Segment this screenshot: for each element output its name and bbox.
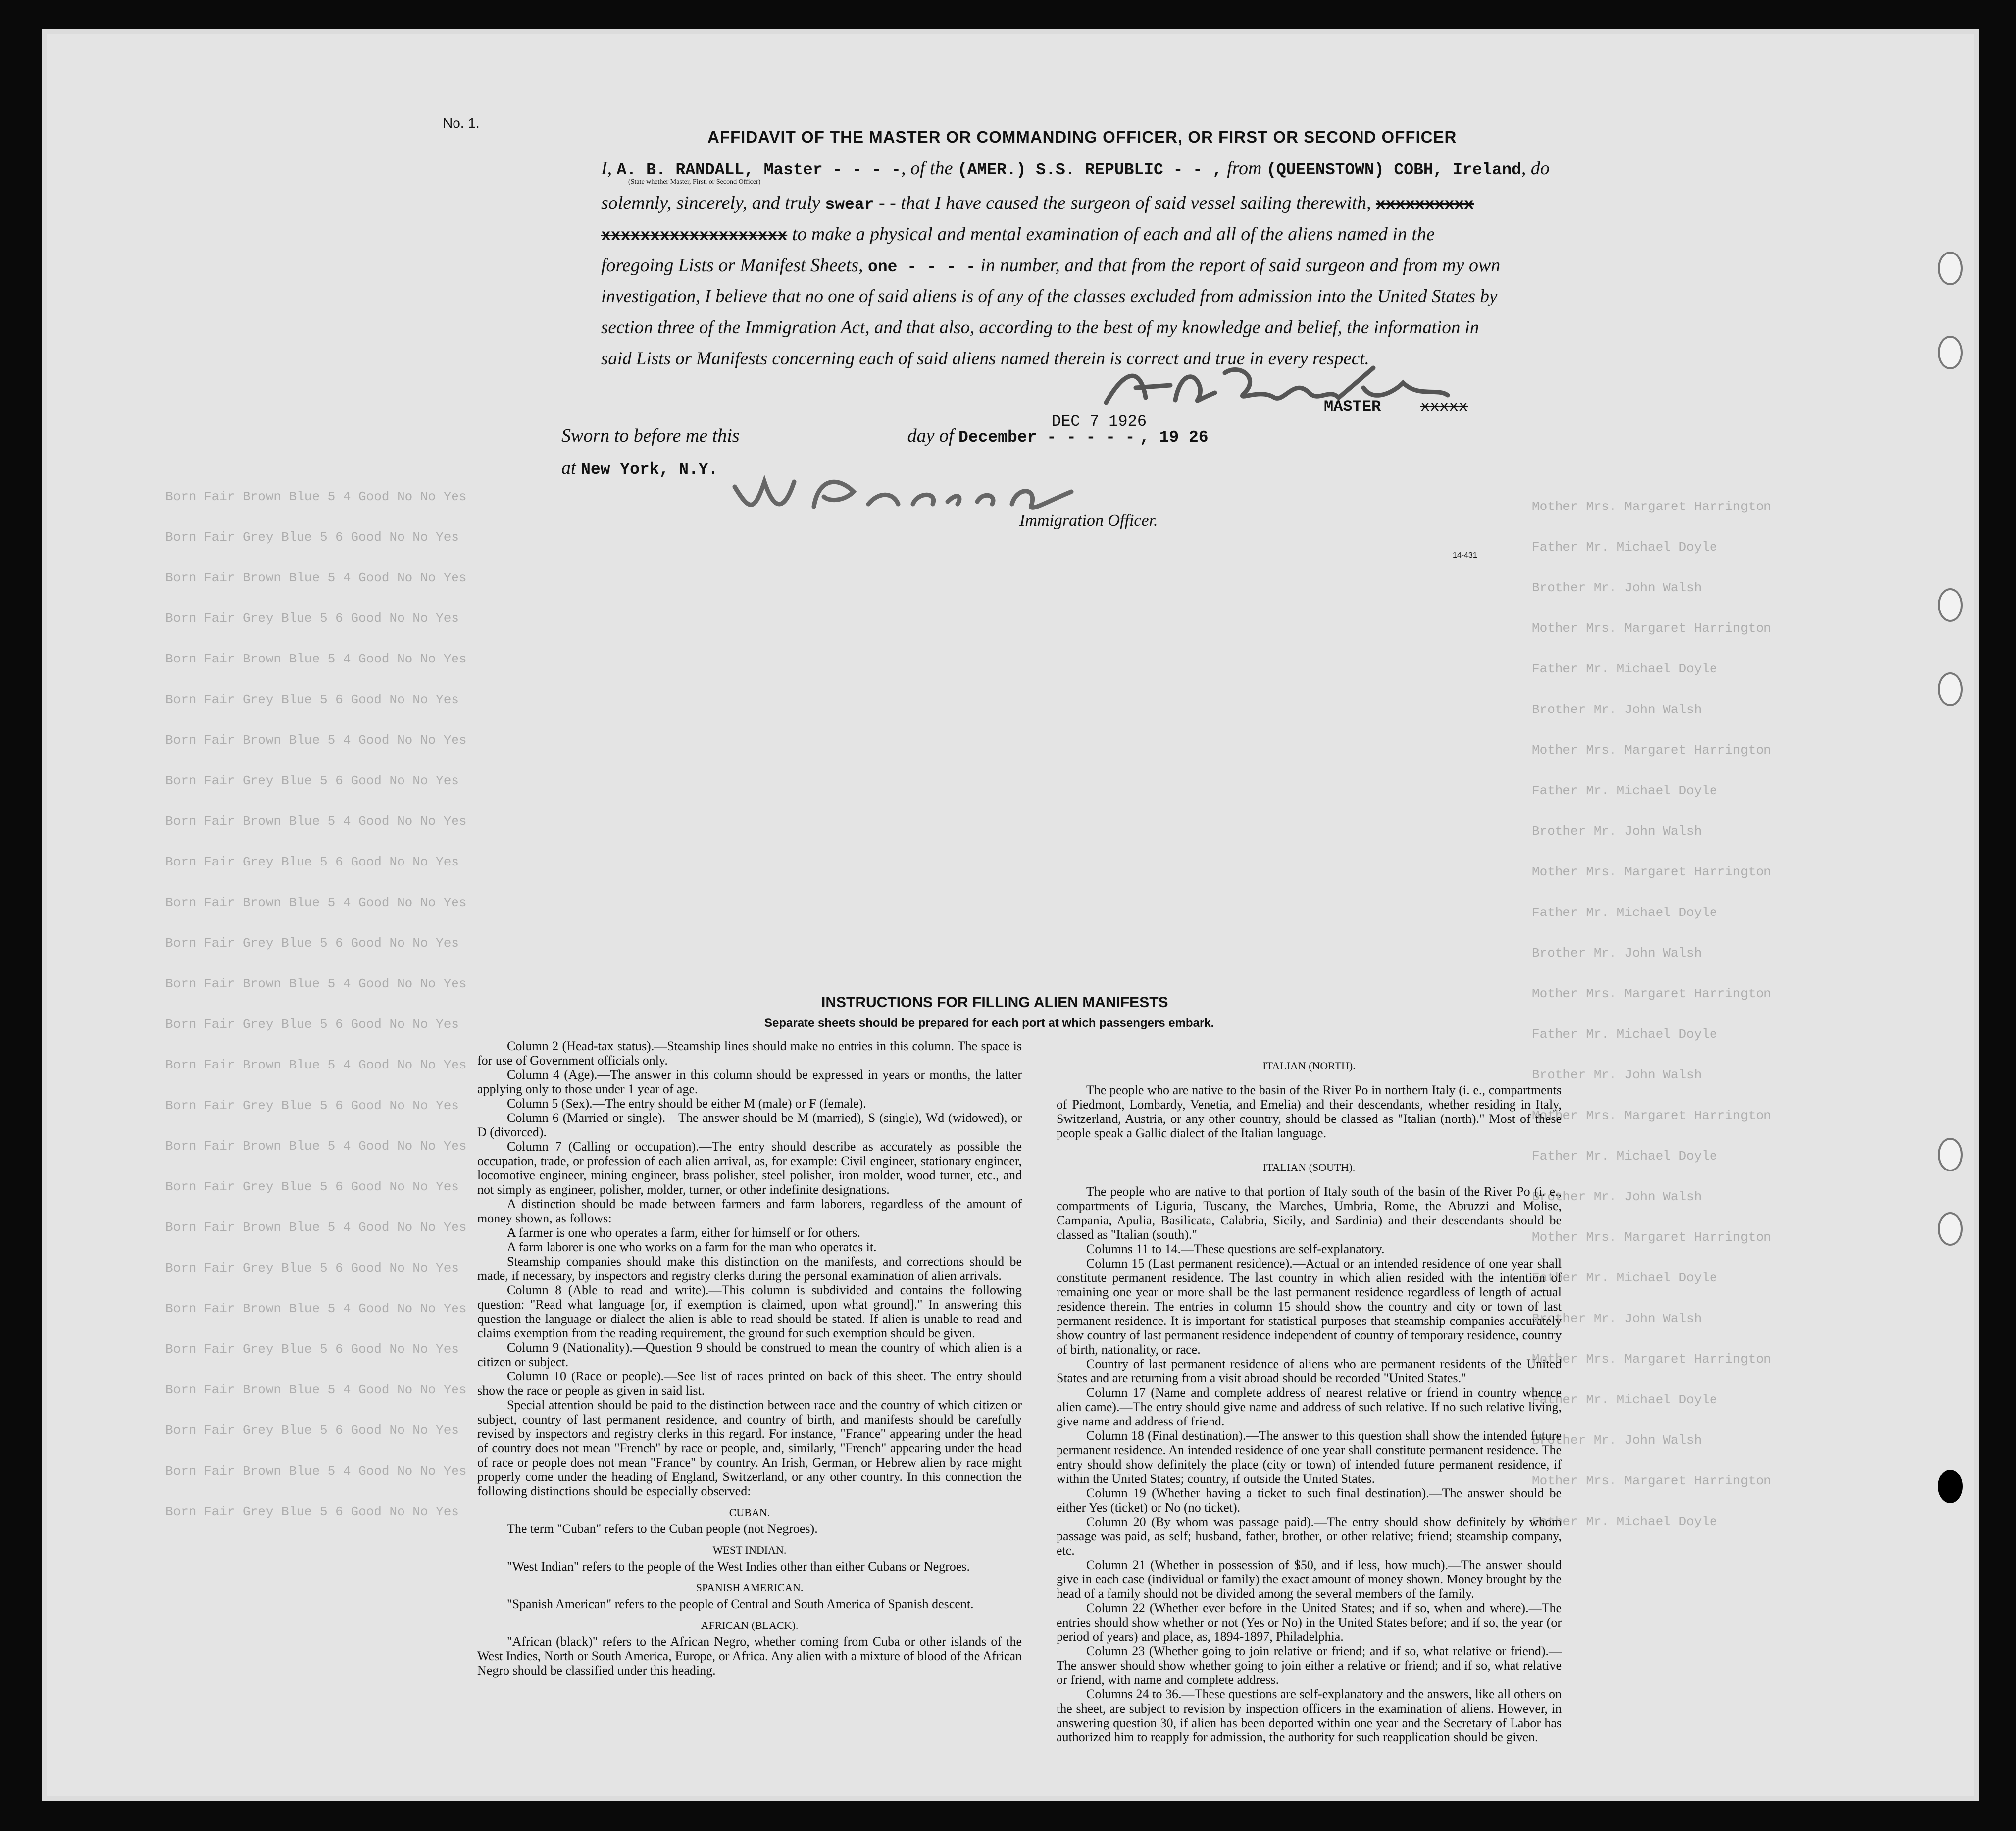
binder-hole <box>1938 1138 1963 1171</box>
ship-name: (AMER.) S.S. REPUBLIC - - , <box>957 161 1222 179</box>
bleed-row-right: Mother Mrs. Margaret Harrington <box>1532 1108 1771 1123</box>
bleed-row-left: Born Fair Grey Blue 5 6 Good No No Yes <box>165 692 459 707</box>
sworn-place: New York, N.Y. <box>581 460 718 479</box>
heading-cuban: CUBAN. <box>729 1506 770 1519</box>
instruction-paragraph-right-11: Columns 24 to 36.—These questions are self-explanatory and the answers, like all others on the sheet, are subject to revision by inspection officers in the examination of aliens. However, in answering question 30, if alien has been deported within one year and the Secretary of Labor has authorized him to reapply for admission, the authority for such reapplication should be given. <box>1057 1687 1562 1744</box>
paragraph-spanish-american: "Spanish American" refers to the people of Central and South America of Spanish descent. <box>507 1597 974 1611</box>
sworn-line <box>561 425 1209 447</box>
instruction-paragraph-left-9: Column 8 (Able to read and write).—This column is subdivided and contains the following question: "Read what language [or, if exemption is claimed, upon what ground]." In answering this question the language or dialect the alien is able to read should be stated. If alien is unable to read and claims exemption from the reading requirement, the ground for such exemption should be given. <box>477 1283 1022 1340</box>
corner-number: No. 1. <box>443 115 480 131</box>
bleed-row-left: Born Fair Brown Blue 5 4 Good No No Yes <box>165 733 467 748</box>
bleed-row-right: Mother Mrs. Margaret Harrington <box>1532 621 1771 636</box>
sworn-month: December - - - - - <box>958 428 1135 447</box>
affidavit-line-7: said Lists or Manifests concerning each of said aliens named therein is correct and true in every respect. <box>601 349 1369 369</box>
bleed-row-right: Mother Mrs. Margaret Harrington <box>1532 1352 1771 1367</box>
heading-italian-south: ITALIAN (SOUTH). <box>1262 1161 1356 1173</box>
officer-title: Immigration Officer. <box>1019 511 1158 530</box>
bleed-row-left: Born Fair Brown Blue 5 4 Good No No Yes <box>165 1464 467 1478</box>
rank-label: MASTER <box>1324 398 1381 416</box>
alien-count: one - - - - <box>868 258 976 276</box>
binder-hole <box>1938 588 1963 622</box>
bleed-row-right: Father Mr. Michael Doyle <box>1532 783 1717 798</box>
bleed-row-left: Born Fair Grey Blue 5 6 Good No No Yes <box>165 1423 459 1438</box>
bleed-row-right: Father Mr. Michael Doyle <box>1532 1271 1717 1285</box>
bleed-row-right: Mother Mrs. Margaret Harrington <box>1532 1474 1771 1488</box>
bleed-row-right: Brother Mr. John Walsh <box>1532 946 1702 961</box>
departure-port: (QUEENSTOWN) COBH, Ireland <box>1266 161 1521 179</box>
instruction-paragraph-left-10: Column 9 (Nationality).—Question 9 should be construed to mean the country of which alien is a citizen or subject. <box>477 1340 1022 1369</box>
instruction-paragraph-left-7: A farm laborer is one who works on a farm for the man who operates it. <box>507 1240 877 1254</box>
text: solemnly, sincerely, and truly <box>601 193 820 213</box>
bleed-row-left: Born Fair Grey Blue 5 6 Good No No Yes <box>165 611 459 626</box>
bleed-row-left: Born Fair Brown Blue 5 4 Good No No Yes <box>165 1139 467 1154</box>
binder-hole <box>1938 672 1963 706</box>
bleed-row-left: Born Fair Grey Blue 5 6 Good No No Yes <box>165 530 459 545</box>
text: to make a physical and mental examination of each and all of the aliens named in the <box>792 224 1435 245</box>
bleed-row-left: Born Fair Brown Blue 5 4 Good No No Yes <box>165 489 467 504</box>
bleed-row-right: Brother Mr. John Walsh <box>1532 1068 1702 1082</box>
bleed-row-right: Father Mr. Michael Doyle <box>1532 1149 1717 1164</box>
bleed-row-left: Born Fair Grey Blue 5 6 Good No No Yes <box>165 1504 459 1519</box>
affidavit-line-4 <box>601 254 1500 276</box>
bleed-row-left: Born Fair Brown Blue 5 4 Good No No Yes <box>165 652 467 666</box>
bleed-row-left: Born Fair Grey Blue 5 6 Good No No Yes <box>165 1261 459 1275</box>
bleed-row-left: Born Fair Brown Blue 5 4 Good No No Yes <box>165 895 467 910</box>
instruction-paragraph-right-6: Column 19 (Whether having a ticket to such final destination).—The answer should be either Yes (ticket) or No (no ticket). <box>1057 1486 1562 1515</box>
bleed-row-right: Mother Mrs. Margaret Harrington <box>1532 865 1771 879</box>
bleed-row-left: Born Fair Grey Blue 5 6 Good No No Yes <box>165 1342 459 1357</box>
bleed-row-left: Born Fair Brown Blue 5 4 Good No No Yes <box>165 1220 467 1235</box>
bleed-row-right: Brother Mr. John Walsh <box>1532 580 1702 595</box>
text: day of <box>907 425 954 446</box>
affidavit-line-3 <box>601 223 1435 245</box>
page-surface <box>47 34 1974 1796</box>
sworn-year: , 19 26 <box>1139 428 1209 447</box>
affidavit-line-6: section three of the Immigration Act, and that also, according to the best of my knowledge and belief, the information in <box>601 317 1479 338</box>
instruction-paragraph-left-4: Column 7 (Calling or occupation).—The entry should describe as accurately as possible the occupation, trade, or profession of each alien arrival, as, for example: Civil engineer, stationary engineer, locomotive engineer, mining engineer, brass polisher, steel polisher, iron molder, wood turner, etc., and not simply as engineer, polisher, molder, turner, or other indefinite designations. <box>477 1139 1022 1197</box>
instruction-paragraph-right-2: Column 15 (Last permanent residence).—Actual or an intended residence of one year shall constitute permanent residence. The last country in which alien resided with the intention of remaining one year or more shall be the last permanent residence regardless of length of actual residence therein. The entries in column 15 should show the country and city or town of last permanent residence. It is important for statistical purposes that steamship companies accurately show country of last permanent residence independent of country of temporary residence, country of birth, nationality, or race. <box>1057 1256 1562 1357</box>
rank-struck: xxxxx <box>1420 398 1468 416</box>
instructions-left-column <box>477 1039 1022 1678</box>
instruction-paragraph-right-10: Column 23 (Whether going to join relative or friend; and if so, what relative or friend).—The answer should show whether going to join either a relative or friend; and if so, what relative or friend, with name and complete address. <box>1057 1644 1562 1687</box>
heading-italian-north: ITALIAN (NORTH). <box>1262 1060 1356 1072</box>
instruction-paragraph-right-0: The people who are native to that portion of Italy south of the basin of the River Po (i. e., compartments of Liguria, Tuscany, the Marches, Umbria, Rome, the Abruzzi and Molise, Campania, Apulia, Basilicata, Calabria, Sicily, and Sardinia) and their descendants should be classed as "Italian (south)." <box>1057 1184 1562 1242</box>
paragraph-african: "African (black)" refers to the African Negro, whether coming from Cuba or other islands of the West Indies, North or South America, Europe, or Africa. Any alien with a mixture of blood of the African Negro should be classified under this heading. <box>477 1634 1022 1678</box>
instruction-paragraph-right-5: Column 18 (Final destination).—The answer to this question shall show the intended future permanent residence. An intended residence of one year shall constitute permanent residence. The entry should show definitely the place (city or town) of intended future permanent residence, if within the United States; country, if outside the United States. <box>1057 1428 1562 1486</box>
instruction-paragraph-right-7: Column 20 (By whom was passage paid).—The entry should show definitely by whom passage was paid, as self; husband, father, brother, or other relative; friend; steamship company, etc. <box>1057 1515 1562 1558</box>
bleed-row-right: Father Mr. Michael Doyle <box>1532 540 1717 555</box>
text: I, <box>601 158 612 179</box>
affidavit-line-1 <box>601 157 1550 179</box>
instructions-title: INSTRUCTIONS FOR FILLING ALIEN MANIFESTS <box>821 994 1168 1011</box>
affidavit-line-2 <box>601 192 1474 214</box>
bleed-row-right: Father Mr. Michael Doyle <box>1532 661 1717 676</box>
instruction-paragraph-left-1: Column 4 (Age).—The answer in this column should be expressed in years or months, the latter applying only to those under 1 year of age. <box>477 1068 1022 1096</box>
paragraph-italian-north: The people who are native to the basin of the River Po in northern Italy (i. e., compartments of Piedmont, Lombardy, Venetia, and Emelia) and their descendants, whether residing in Italy, Switzerland, Austria, or any other country, should be classed as "Italian (north)." Most of these people speak a Gallic dialect of the Italian language. <box>1057 1083 1562 1140</box>
place-line <box>561 457 718 479</box>
struck-text: xxxxxxxxxxxxxxxxxxx <box>601 227 788 245</box>
instruction-paragraph-right-4: Column 17 (Name and complete address of nearest relative or friend in country whence alien came).—The entry should give name and address of such relative. If no such relative living, give name and address of friend. <box>1057 1385 1562 1428</box>
bleed-row-left: Born Fair Grey Blue 5 6 Good No No Yes <box>165 1098 459 1113</box>
bleed-row-right: Father Mr. Michael Doyle <box>1532 905 1717 920</box>
text: - - that I have caused the surgeon of said vessel sailing therewith, <box>878 193 1371 213</box>
bleed-row-left: Born Fair Brown Blue 5 4 Good No No Yes <box>165 1058 467 1072</box>
bleed-row-left: Born Fair Grey Blue 5 6 Good No No Yes <box>165 773 459 788</box>
bleed-row-right: Father Mr. Michael Doyle <box>1532 1027 1717 1042</box>
instruction-paragraph-left-2: Column 5 (Sex).—The entry should be either M (male) or F (female). <box>507 1096 866 1111</box>
manifest-page <box>42 29 1979 1801</box>
bleed-row-left: Born Fair Grey Blue 5 6 Good No No Yes <box>165 855 459 869</box>
bleed-row-left: Born Fair Brown Blue 5 4 Good No No Yes <box>165 1301 467 1316</box>
affidavit-line-5: investigation, I believe that no one of said aliens is of any of the classes excluded from admission into the United States by <box>601 286 1498 306</box>
binder-hole <box>1938 336 1963 369</box>
text: in number, and that from the report of said surgeon and from my own <box>980 255 1501 276</box>
bleed-row-right: Brother Mr. John Walsh <box>1532 702 1702 717</box>
heading-african: AFRICAN (BLACK). <box>701 1619 799 1631</box>
bleed-row-right: Mother Mrs. Margaret Harrington <box>1532 986 1771 1001</box>
bleed-row-left: Born Fair Brown Blue 5 4 Good No No Yes <box>165 814 467 829</box>
master-signature <box>1096 358 1453 415</box>
instruction-paragraph-left-8: Steamship companies should make this distinction on the manifests, and corrections should be made, if necessary, by inspectors and registry clerks during the personal examination of alien arrivals. <box>477 1254 1022 1283</box>
bleed-row-right: Brother Mr. John Walsh <box>1532 1189 1702 1204</box>
bleed-row-left: Born Fair Grey Blue 5 6 Good No No Yes <box>165 1017 459 1032</box>
text: from <box>1227 158 1262 179</box>
binder-hole <box>1938 1212 1963 1246</box>
bleed-row-right: Mother Mrs. Margaret Harrington <box>1532 1230 1771 1245</box>
paragraph-cuban: The term "Cuban" refers to the Cuban people (not Negroes). <box>507 1522 818 1536</box>
instruction-paragraph-left-0: Column 2 (Head-tax status).—Steamship lines should make no entries in this column. The space is for use of Government officials only. <box>477 1039 1022 1068</box>
instruction-paragraph-left-3: Column 6 (Married or single).—The answer should be M (married), S (single), Wd (widowed), or D (divorced). <box>477 1111 1022 1139</box>
bleed-row-right: Father Mr. Michael Doyle <box>1532 1392 1717 1407</box>
bleed-row-right: Father Mr. Michael Doyle <box>1532 1514 1717 1529</box>
paragraph-west-indian: "West Indian" refers to the people of the West Indies other than either Cubans or Negroes. <box>507 1559 970 1574</box>
bleed-row-left: Born Fair Grey Blue 5 6 Good No No Yes <box>165 1179 459 1194</box>
instruction-paragraph-left-12: Special attention should be paid to the distinction between race and the country of which citizen or subject, country of last permanent residence, and country of birth, and manifests should be carefully revised by inspectors and registry clerks in this regard. For instance, "France" appearing under the head of country does not mean "French" by race or people, and, similarly, "French" appearing under the head of race or people does not mean "France" by country. An Irish, German, or Hebrew alien by race might properly come under the heading of England, Switzerland, or any other country. In this connection the following distinctions should be especially observed: <box>477 1398 1022 1498</box>
bleed-row-right: Brother Mr. John Walsh <box>1532 1311 1702 1326</box>
bleed-row-right: Brother Mr. John Walsh <box>1532 1433 1702 1448</box>
bleed-row-right: Mother Mrs. Margaret Harrington <box>1532 743 1771 758</box>
instruction-paragraph-left-6: A farmer is one who operates a farm, either for himself or for others. <box>507 1225 861 1240</box>
instruction-paragraph-left-5: A distinction should be made between farmers and farm laborers, regardless of the amount of money shown, as follows: <box>477 1197 1022 1225</box>
bleed-row-left: Born Fair Brown Blue 5 4 Good No No Yes <box>165 570 467 585</box>
text: , of the <box>901 158 953 179</box>
bleed-row-left: Born Fair Grey Blue 5 6 Good No No Yes <box>165 936 459 951</box>
date-stamp: DEC 7 1926 <box>1052 412 1147 431</box>
master-name: A. B. RANDALL, Master - - - - <box>616 161 901 179</box>
swear-word: swear <box>825 196 874 214</box>
struck-text: xxxxxxxxxx <box>1375 196 1474 214</box>
instruction-paragraph-right-3: Country of last permanent residence of aliens who are permanent residents of the United States and are returning from a visit abroad should be recorded "United States." <box>1057 1357 1562 1385</box>
binder-hole <box>1938 1470 1963 1503</box>
heading-west-indian: WEST INDIAN. <box>712 1544 787 1556</box>
instructions-subtitle: Separate sheets should be prepared for each port at which passengers embark. <box>764 1017 1214 1030</box>
text: at <box>561 458 576 478</box>
bleed-row-left: Born Fair Brown Blue 5 4 Good No No Yes <box>165 1382 467 1397</box>
instruction-paragraph-right-9: Column 22 (Whether ever before in the United States; and if so, when and where).—The entries should show whether or not (Yes or No) in the United States before; and if so, the year (or period of years) and place, as, 1894-1897, Philadelphia. <box>1057 1601 1562 1644</box>
officer-note: (State whether Master, First, or Second Officer) <box>628 178 761 186</box>
text: Sworn to before me this <box>561 425 740 446</box>
instructions-right-column <box>1057 1039 1562 1744</box>
text: foregoing Lists or Manifest Sheets, <box>601 255 863 276</box>
bleed-row-right: Brother Mr. John Walsh <box>1532 824 1702 839</box>
heading-spanish-american: SPANISH AMERICAN. <box>696 1581 804 1594</box>
binder-hole <box>1938 252 1963 285</box>
bleed-row-left: Born Fair Brown Blue 5 4 Good No No Yes <box>165 976 467 991</box>
affidavit-title: AFFIDAVIT OF THE MASTER OR COMMANDING OFFICER, OR FIRST OR SECOND OFFICER <box>707 128 1457 146</box>
bleed-row-right: Mother Mrs. Margaret Harrington <box>1532 499 1771 514</box>
instruction-paragraph-right-8: Column 21 (Whether in possession of $50, and if less, how much).—The answer should give in each case (individual or family) the exact amount of money shown. Money brought by the head of a family should not be divided among the several members of the family. <box>1057 1558 1562 1601</box>
instruction-paragraph-left-11: Column 10 (Race or people).—See list of races printed on back of this sheet. The entry should show the race or people as given in said list. <box>477 1369 1022 1398</box>
stamp-number: 14-431 <box>1453 551 1477 559</box>
text: , do <box>1521 158 1550 179</box>
instruction-paragraph-right-1: Columns 11 to 14.—These questions are self-explanatory. <box>1086 1242 1385 1256</box>
